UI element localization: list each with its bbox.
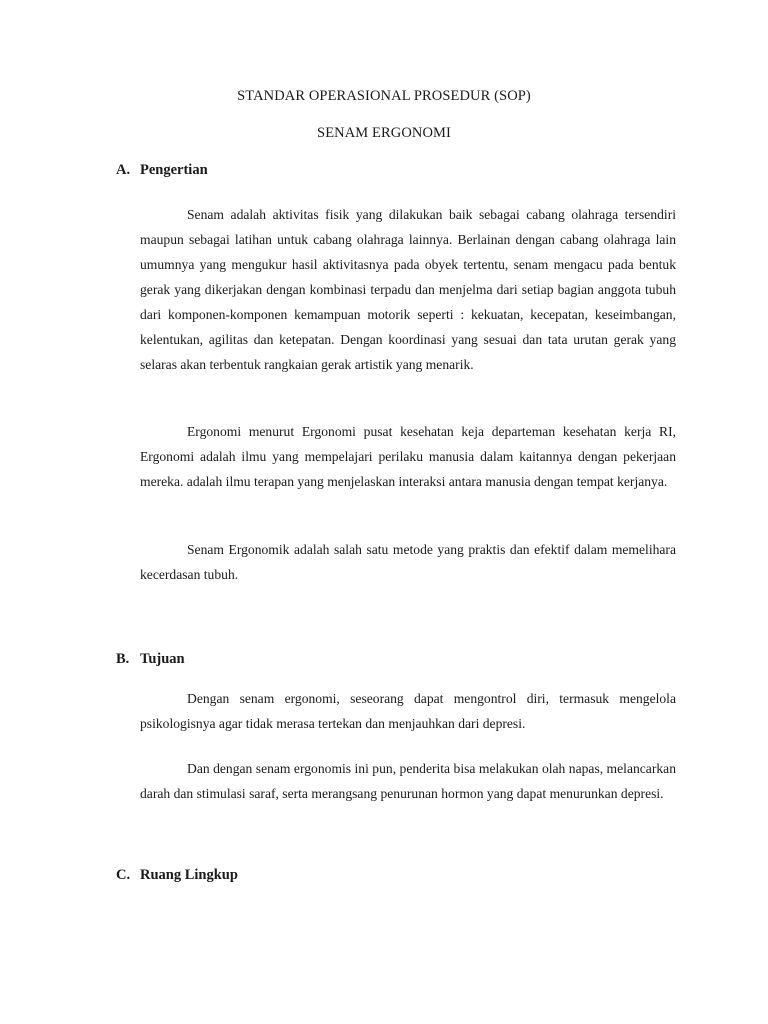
section-marker: A. bbox=[116, 162, 131, 178]
paragraph: Ergonomi menurut Ergonomi pusat kesehatan keja departeman kesehatan kerja RI, Ergonomi adalah ilmu yang mempelajari perilaku manusia dalam kaitannya dengan pekerjaan mereka. adalah ilmu terapan yang menjelaskan interaksi antara manusia dengan tempat kerjanya. bbox=[140, 424, 676, 489]
section-heading-label: Pengertian bbox=[140, 162, 208, 178]
document-title: STANDAR OPERASIONAL PROSEDUR (SOP) bbox=[237, 88, 531, 104]
paragraph: Senam Ergonomik adalah salah satu metode yang praktis dan efektif dalam memelihara kecerdasan tubuh. bbox=[140, 542, 676, 582]
paragraph: Dengan senam ergonomi, seseorang dapat mengontrol diri, termasuk mengelola psikologisnya agar tidak merasa tertekan dan menjauhkan dari depresi. bbox=[140, 691, 676, 731]
section-heading-pengertian bbox=[116, 162, 208, 179]
section-marker: C. bbox=[116, 867, 131, 883]
section-marker: B. bbox=[116, 651, 130, 667]
paragraph: Dan dengan senam ergonomis ini pun, penderita bisa melakukan olah napas, melancarkan darah dan stimulasi saraf, serta merangsang penurunan hormon yang dapat menurunkan depresi. bbox=[140, 761, 676, 801]
section-heading-ruang-lingkup bbox=[116, 867, 238, 884]
document-subtitle: SENAM ERGONOMI bbox=[317, 125, 451, 141]
section-heading-tujuan bbox=[116, 651, 185, 668]
section-heading-label: Ruang Lingkup bbox=[140, 867, 238, 883]
section-heading-label: Tujuan bbox=[140, 651, 185, 667]
paragraph: Senam adalah aktivitas fisik yang dilakukan baik sebagai cabang olahraga tersendiri maupun sebagai latihan untuk cabang olahraga lainnya. Berlainan dengan cabang olahraga lain umumnya yang mengukur hasil aktivitasnya pada obyek tertentu, senam mengacu pada bentuk gerak yang dikerjakan dengan kombinasi terpadu dan menjelma dari setiap bagian anggota tubuh dari komponen-komponen kemampuan motorik seperti : kekuatan, kecepatan, keseimbangan, kelentukan, agilitas dan ketepatan. Dengan koordinasi yang sesuai dan tata urutan gerak yang selaras akan terbentuk rangkaian gerak artistik yang menarik. bbox=[140, 207, 676, 372]
